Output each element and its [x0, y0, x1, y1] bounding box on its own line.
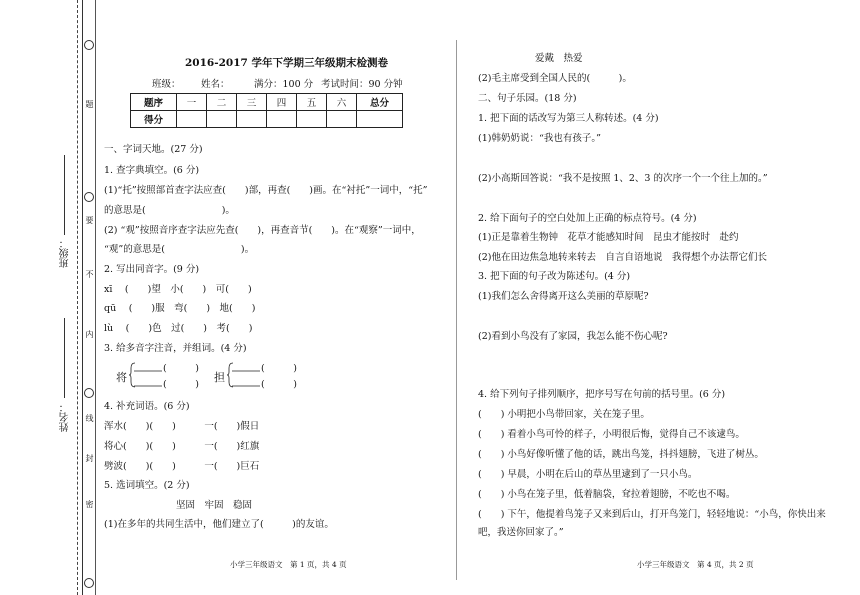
- page-footer: 小学三年级语文 第 1 页，共 4 页: [230, 560, 347, 569]
- question-text: (2)看到小鸟没有了家园，我怎么能不伤心呢?: [478, 331, 668, 342]
- list-item: ( ) 小明把小鸟带回家，关在笼子里。: [478, 409, 650, 420]
- class-label: 班级：: [60, 238, 71, 268]
- binding-line-inner: [95, 0, 96, 595]
- question-text: (1)正是靠着生物钟 花草才能感知时间 昆虫才能按时 赴约: [478, 232, 739, 243]
- question-text: 将心( )( ) 一( )红旗: [104, 441, 260, 452]
- name-label: 姓名：: [60, 402, 71, 432]
- brace-icon: [129, 360, 163, 390]
- question-text: xī ( )望 小( ) 可( ): [104, 284, 252, 295]
- score-cell[interactable]: [327, 111, 357, 128]
- question-text: 浑水( )( ) 一( )假日: [104, 421, 260, 432]
- page-divider: [456, 40, 457, 580]
- question-heading: 1. 把下面的话改写为第三人称转述。(4 分): [478, 113, 659, 124]
- question-text: (1)韩奶奶说：“我也有孩子。”: [478, 133, 601, 144]
- list-item: ( ) 小鸟在笼子里，低着脑袋，耷拉着翅膀，不吃也不喝。: [478, 489, 736, 500]
- score-table: [130, 93, 403, 128]
- binding-char: 题: [85, 100, 94, 109]
- section-heading: 二、句子乐园。(18 分): [478, 93, 577, 104]
- binding-char: 封: [85, 454, 94, 463]
- answer-blank: ( ): [163, 363, 199, 374]
- info-time: 考试时间：90 分钟: [321, 79, 403, 90]
- score-header-cell: 四: [267, 94, 297, 111]
- word-choices: 坚固 牢固 稳固: [176, 500, 253, 511]
- answer-blank: ( ): [261, 363, 297, 374]
- question-text: (2)他在田边焦急地转来转去 自言自语地说 我得想个办法帮它们长: [478, 252, 767, 263]
- question-heading: 3. 给多音字注音，并组词。(4 分): [104, 343, 247, 354]
- binding-char: 不: [85, 270, 94, 279]
- binding-dash-line: [77, 0, 78, 595]
- score-row-label: 得分: [131, 111, 177, 128]
- binding-hole: [84, 578, 94, 588]
- binding-char: 内: [85, 330, 94, 339]
- section-heading: 一、字词天地。(27 分): [104, 144, 203, 155]
- question-heading: 3. 把下面的句子改为陈述句。(4 分): [478, 271, 631, 282]
- question-heading: 4. 给下列句子排列顺序，把序号写在句前的括号里。(6 分): [478, 389, 726, 400]
- list-item: ( ) 下午，他提着鸟笼子又来到后山，打开鸟笼门，轻轻地说：“小鸟，你快出来: [478, 509, 826, 520]
- list-item: ( ) 小鸟好像听懂了他的话，跳出鸟笼，抖抖翅膀，飞进了树丛。: [478, 449, 764, 460]
- question-text: (2) “观”按照音序查字法应先查( )，再查音节( )。在“观察”一词中，: [104, 225, 421, 236]
- question-text: (1)在多年的共同生活中，他们建立了( )的友谊。: [104, 519, 334, 530]
- binding-hole: [84, 192, 94, 202]
- name-fill-line[interactable]: [64, 318, 65, 398]
- score-header-cell: 总分: [357, 94, 403, 111]
- score-cell[interactable]: [267, 111, 297, 128]
- question-text: qū ( )服 弯( ) 地( ): [104, 303, 256, 314]
- score-header-cell: 二: [207, 94, 237, 111]
- score-header-cell: 题序: [131, 94, 177, 111]
- binding-hole: [84, 388, 94, 398]
- word-choices: 爱戴 热爱: [535, 53, 583, 64]
- question-text: (2)毛主席受到全国人民的( )。: [478, 73, 632, 84]
- answer-blank: ( ): [261, 379, 297, 390]
- list-item: ( ) 早晨，小明在后山的草丛里逮到了一只小鸟。: [478, 469, 698, 480]
- binding-char: 密: [85, 500, 94, 509]
- class-fill-line[interactable]: [64, 155, 65, 235]
- list-item: ( ) 看着小鸟可怜的样子，小明很后悔，觉得自己不该逮鸟。: [478, 429, 745, 440]
- score-cell[interactable]: [237, 111, 267, 128]
- question-heading: 5. 选词填空。(2 分): [104, 480, 190, 491]
- info-name: 姓名：: [201, 79, 230, 90]
- binding-char: 线: [85, 414, 94, 423]
- question-heading: 4. 补充词语。(6 分): [104, 401, 190, 412]
- binding-hole: [84, 40, 94, 50]
- exam-title: 2016-2017 学年下学期三年级期末检测卷: [185, 57, 388, 69]
- score-cell[interactable]: [207, 111, 237, 128]
- question-heading: 1. 查字典填空。(6 分): [104, 165, 200, 176]
- question-text: lù ( )色 过( ) 考( ): [104, 323, 253, 334]
- score-cell[interactable]: [357, 111, 403, 128]
- question-text: 的意思是( )。: [104, 205, 235, 216]
- binding-line-outer: [82, 0, 83, 595]
- info-class: 班级：: [152, 79, 181, 90]
- polyphone-char: 将: [116, 371, 127, 384]
- brace-icon: [227, 360, 261, 390]
- list-item: 吧，我送你回家了。”: [478, 527, 564, 538]
- question-heading: 2. 给下面句子的空白处加上正确的标点符号。(4 分): [478, 213, 697, 224]
- question-text: “观”的意思是( )。: [104, 244, 255, 255]
- score-header-cell: 五: [297, 94, 327, 111]
- page-footer: 小学三年级语文 第 4 页，共 2 页: [637, 560, 754, 569]
- score-header-cell: 六: [327, 94, 357, 111]
- question-text: 劈波( )( ) 一( )巨石: [104, 461, 260, 472]
- question-text: (1)“托”按照部首查字法应查( )部，再查( )画。在“衬托”一词中，“托”: [104, 185, 428, 196]
- question-text: (1)我们怎么舍得离开这么美丽的草原呢?: [478, 291, 649, 302]
- binding-char: 要: [85, 216, 94, 225]
- score-header-cell: 三: [237, 94, 267, 111]
- info-full-score: 满分：100 分: [254, 79, 314, 90]
- question-text: (2)小高斯回答说：“我不是按照 1、2、3 的次序一个一个往上加的。”: [478, 173, 768, 184]
- polyphone-char: 担: [214, 371, 225, 384]
- score-header-cell: 一: [177, 94, 207, 111]
- score-cell[interactable]: [177, 111, 207, 128]
- question-heading: 2. 写出同音字。(9 分): [104, 264, 200, 275]
- score-cell[interactable]: [297, 111, 327, 128]
- answer-blank: ( ): [163, 379, 199, 390]
